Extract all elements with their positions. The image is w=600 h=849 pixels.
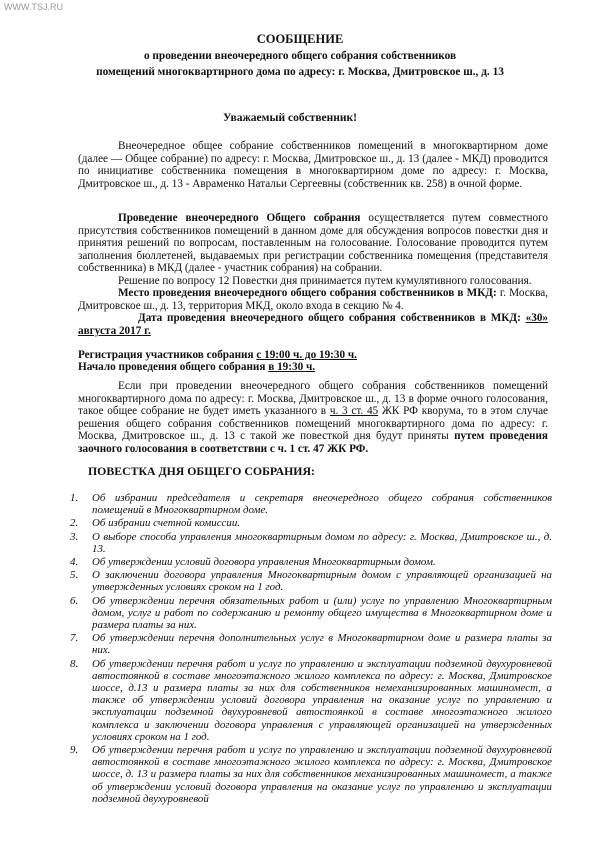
procedure-text: осуществляется путем совместного присутствия собственников помещений в данном доме для обсуждения вопросов повестки дня и принятия решений по вопросам, поставленным на голосование. Голосование проводится путем заполнения бюллетеней, выдаваемых при регистрации собственника помещения (представителя собственника) в МКД (далее - участник собрания) на собрании. <box>78 212 548 275</box>
quorum-text-1: Если при проведении внеочередного общего собрания собственников помещений многоквартирного дома по адресу: г. Москва, Дмитровское ш., д. 13 в форме очного голосования, такое общее собрание не будет иметь указанного в <box>78 380 548 418</box>
agenda-item <box>70 595 552 632</box>
agenda-item <box>70 492 552 516</box>
place-text: г. Москва, Дмитровское ш., д. 13, территория МКД, около входа в секцию № 4. <box>78 287 549 312</box>
agenda-title: ПОВЕСТКА ДНЯ ОБЩЕГО СОБРАНИЯ: <box>88 464 315 478</box>
agenda-item <box>70 632 552 656</box>
agenda-item-text: Об избрании председателя и секретаря внеочередного общего собрания собственников помещений в Многоквартирном доме. <box>92 492 552 517</box>
agenda-item-text: Об избрании счетной комиссии. <box>92 517 240 530</box>
registration-time: с 19:00 ч. до 19:30 ч. <box>256 349 357 361</box>
agenda-item-text: Об утверждении перечня работ и услуг по управлению и эксплуатации подземной двухуровневой автостоянкой в составе многоэтажного жилого комплекса по адресу: г. Москва, Дмитровское шоссе, д.13 и размера платы за них для собственников немеханизированных машиномест, а также об утверждении условий договора управления на оказание услуг по управлению и эксплуатации подземной двухуровневой автостоянкой в составе многоэтажного жилого комплекса и заключении договора управления с управляющей организацией на утвержденных условиях сроком на 1 год. <box>92 657 552 743</box>
agenda-item-text: О заключении договора управления Многоквартирным домом с управляющей организацией на утвержденных условиях сроком на 1 год. <box>92 569 552 594</box>
paragraph-quorum <box>78 380 548 456</box>
paragraph-cumulative: Решение по вопросу 12 Повестки дня принимается путем кумулятивного голосования. <box>118 275 532 287</box>
date-value: «30» августа 2017 г. <box>78 312 549 337</box>
start-line <box>78 361 548 374</box>
start-time: в 19:30 ч. <box>268 361 316 373</box>
agenda-item-number: 9. <box>70 744 79 757</box>
procedure-bold: Проведение внеочередного Общего собрания <box>118 212 361 224</box>
agenda-item-text: Об утверждении условий договора управления Многоквартирным домом. <box>92 556 436 569</box>
watermark: WWW.TSJ.RU <box>4 2 63 12</box>
agenda-list <box>70 492 552 806</box>
agenda-item <box>70 556 552 568</box>
law-reference-link[interactable]: ч. 3 ст. 45 <box>329 405 379 418</box>
agenda-item-number: 7. <box>70 632 79 645</box>
agenda-item <box>70 517 552 529</box>
date-label: Дата проведения внеочередного общего собрания собственников в МКД: <box>138 312 521 324</box>
agenda-item-number: 5. <box>70 569 79 582</box>
agenda-item-number: 1. <box>70 492 79 504</box>
title-line-3: помещений многоквартирного дома по адресу: г. Москва, Дмитровское ш., д. 13 <box>96 66 504 78</box>
agenda-item-number: 8. <box>70 657 79 670</box>
quorum-bold: путем проведения заочного голосования в соответствии с ч. 1 ст. 47 ЖК РФ. <box>78 430 548 455</box>
quorum-text-2: ЖК РФ кворума, то в этом случае решения общего собрания собственников помещений многоквартирного дома по адресу: г. Москва, Дмитровское ш., д. 13 с такой же повесткой дня будут приняты <box>78 405 549 443</box>
paragraph-procedure <box>78 212 548 275</box>
agenda-item <box>70 569 552 593</box>
paragraph-initiator: Внеочередное общее собрание собственников помещений в многоквартирном доме (далее — Общее собрание) по адресу: г. Москва, Дмитровское ш., д. 13 (далее - МКД) проводится по инициативе собственника помещения в многоквартирном доме по адресу: г. Москва, Дмитровское ш., д. 13 - Авраменко Натальи Сергеевны (собственник кв. 258) в очной форме. <box>78 140 548 190</box>
agenda-item-number: 6. <box>70 594 79 607</box>
registration-line <box>78 349 548 362</box>
greeting: Уважаемый собственник! <box>223 112 357 124</box>
agenda-item-number: 4. <box>70 556 79 569</box>
agenda-item <box>70 744 552 805</box>
title-line-2: о проведении внеочередного общего собрания собственников <box>143 50 457 62</box>
agenda-item-number: 2. <box>70 517 79 530</box>
paragraph-place <box>78 287 548 312</box>
agenda-item-text: О выборе способа управления многоквартирным домом по адресу: г. Москва, Дмитровское ш., д. 13. <box>92 530 552 555</box>
start-label: Начало проведения общего собрания <box>78 361 269 373</box>
document-title: СООБЩЕНИЕ <box>256 32 344 46</box>
agenda-item-text: Об утверждении перечня работ и услуг по управлению и эксплуатации подземной двухуровневой автостоянкой в составе многоэтажного жилого комплекса по адресу: г. Москва, Дмитровское шоссе, д. 13 и размера платы за них для собственников механизированных машиномест, а также об утверждении условий договора управления на оказание услуг по управлению и эксплуатации подземной двухуровневой <box>92 744 552 805</box>
agenda-item-text: Об утверждении перечня дополнительных услуг в Многоквартирном доме и размера платы за них. <box>92 632 552 657</box>
agenda-item-text: Об утверждении перечня обязательных работ и (или) услуг по управлению Многоквартирным домом, услуг и работ по содержанию и ремонту общего имущества в Многоквартирном доме и размера платы за них. <box>92 594 552 632</box>
agenda-item-number: 3. <box>70 530 79 543</box>
paragraph-date <box>78 312 548 337</box>
registration-label: Регистрация участников собрания <box>78 349 257 361</box>
agenda-item <box>70 658 552 743</box>
place-bold: Место проведения внеочередного общего собрания собственников в МКД: <box>118 287 497 299</box>
agenda-item <box>70 531 552 555</box>
